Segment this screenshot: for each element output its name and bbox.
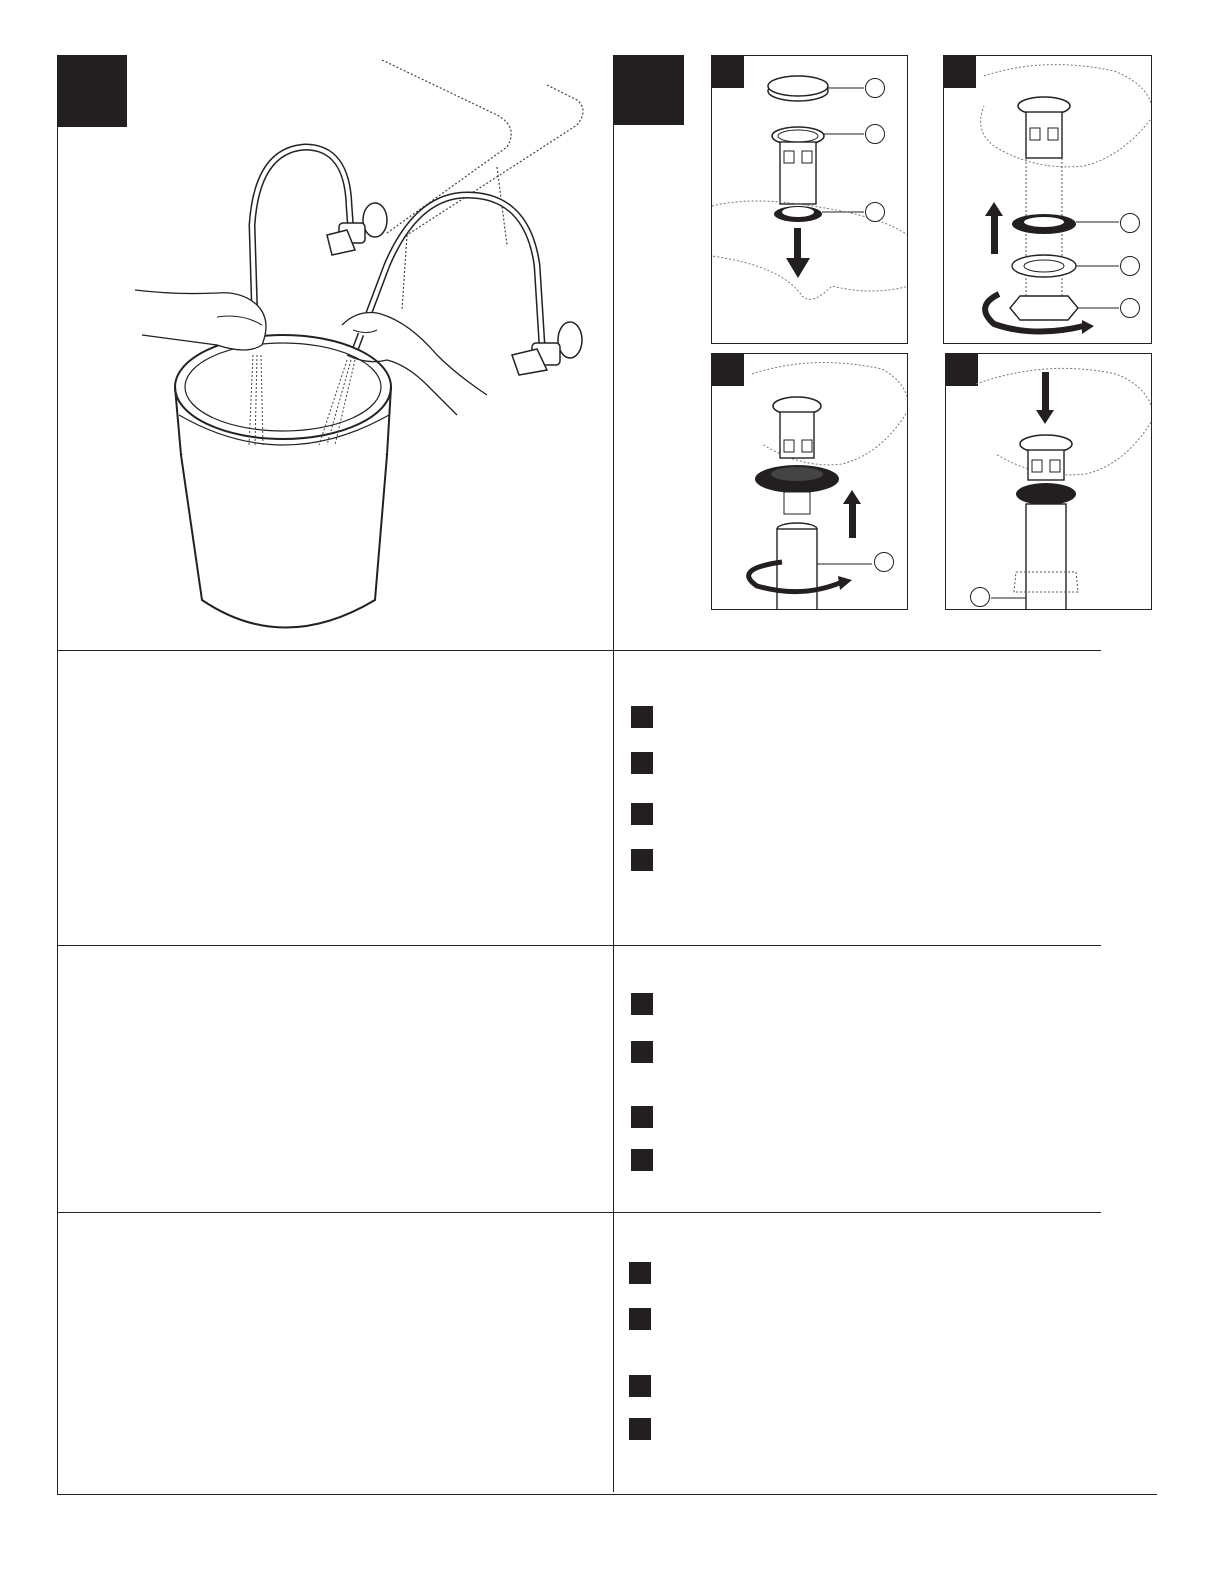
bullet-3-2 [629,1308,651,1330]
bullet-1-1 [631,706,653,728]
detail-frame-2 [943,55,1152,344]
callout-2a [1120,213,1140,233]
row-divider-3-left [57,1212,613,1213]
bottom-line [57,1494,1157,1495]
bullet-3-4 [629,1418,651,1440]
flush-illustration [57,55,613,650]
step-badge-right [613,55,684,125]
row-divider-2-left [57,945,613,946]
row-divider-3-right [613,1212,1101,1213]
callout-3a [874,552,894,572]
callout-1a [865,78,885,98]
row-divider-2-right [613,945,1101,946]
center-divider [613,55,614,1492]
bullet-1-3 [631,803,653,825]
detail-frame-4 [945,353,1152,610]
bullet-2-2 [631,1041,653,1063]
bullet-1-4 [631,849,653,871]
bullet-2-1 [631,993,653,1015]
bullet-2-3 [631,1106,653,1128]
bullet-3-3 [629,1375,651,1397]
row-divider-1-left [57,650,613,651]
detail-frame-1 [711,55,908,344]
callout-4a [970,587,990,607]
row-divider-1-right [613,650,1101,651]
detail-frame-3 [711,353,908,610]
bullet-2-4 [631,1149,653,1171]
callout-1c [865,202,885,222]
callout-1b [865,124,885,144]
callout-2b [1120,256,1140,276]
bullet-1-2 [631,752,653,774]
bullet-3-1 [629,1262,651,1284]
callout-2c [1120,298,1140,318]
